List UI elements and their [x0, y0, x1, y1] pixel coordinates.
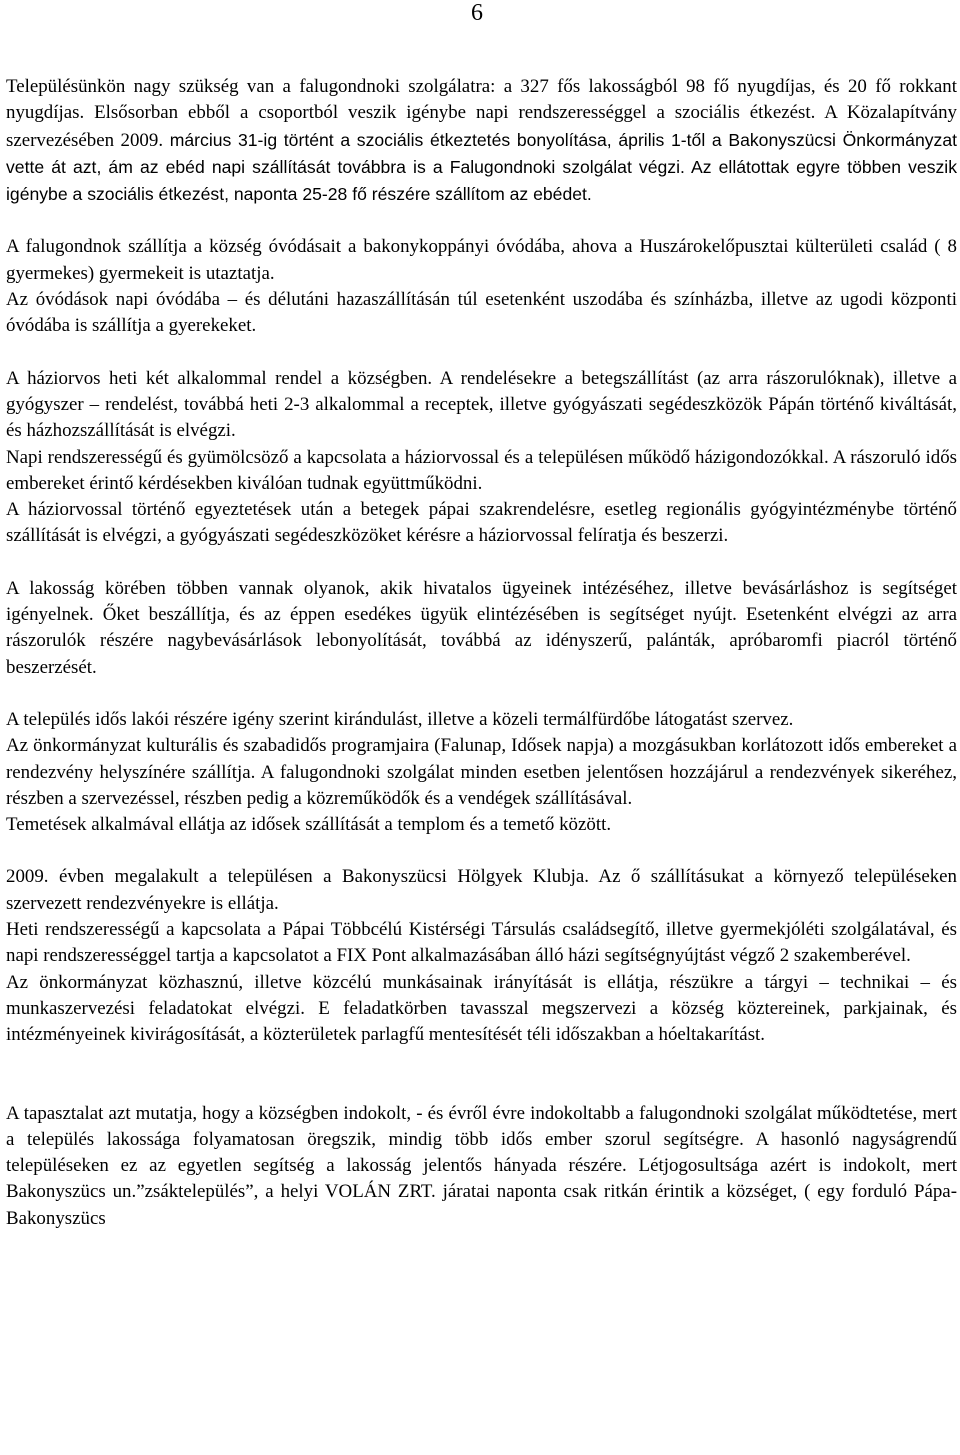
page-number: 6 — [471, 0, 483, 26]
paragraph-text: Temetések alkalmával ellátja az idősek szállítását a templom és a temető között. — [6, 814, 612, 836]
paragraph-text: A háziorvossal történő egyeztetések után a betegek pápai szakrendelésre, esetleg regionális gyógyintézménybe történő szállítását is elvégzi, a gyógyászati segédeszközöket kérésre a háziorvossal felíratja és beszerzi. — [6, 499, 957, 547]
paragraph-conclusion — [6, 1101, 957, 1232]
paragraph-text: Heti rendszerességű a kapcsolata a Pápai Többcélú Kistérségi Társulás családsegítő, illetve gyermekjóléti szolgálatával, és napi rendszerességgel tartja a kapcsolatot a FIX Pont alkalmazásában álló házi segítségnyújtást végző 2 szakemberével. — [6, 919, 957, 967]
document-body — [6, 74, 957, 1232]
paragraph-text: A tapasztalat azt mutatja, hogy a községben indokolt, - és évről évre indokoltabb a falugondnoki szolgálat működtetése, mert a település lakossága folyamatosan öregszik, mindig több idős ember szorul segítségre. A hasonló nagyságrendű településeken ez az egyetlen segítség a lakosság jelentős hányada részére. Létjogosultsága azért is indokolt, mert Bakonyszücs un.”zsáktelepülés”, a helyi VOLÁN ZRT. járatai naponta csak ritkán érintik a községet, ( egy forduló Pápa-Bakonyszücs — [6, 1102, 957, 1229]
paragraph-text: Az óvódások napi óvódába – és délutáni hazaszállításán túl esetenként uszodába és színházba, illetve az ugodi központi óvódába is szállítja a gyerekeket. — [6, 289, 957, 337]
paragraph-specialist-transport — [6, 497, 957, 550]
paragraph-meal-service — [6, 74, 957, 208]
paragraph-kindergarten-trips — [6, 287, 957, 340]
paragraph-text: A település idős lakói részére igény szerint kirándulást, illetve a közeli termálfürdőbe látogatást szervez. — [6, 708, 794, 730]
paragraph-text: Településünkön nagy szükség van a falugondnoki szolgálatra: a 327 fős lakosságból 98 fő nyugdíjas, és 20 fő rokkant nyugdíjas. Elsősorban ebből a csoportból veszik igénybe napi rendszerességgel a szociális étkezést. A Közalapítvány szervezésében 2009. — [6, 76, 957, 151]
paragraph-family-support — [6, 917, 957, 970]
paragraph-text: március 31-ig történt a szociális étkeztetés bonyolítása, április 1-től a Bakonyszücsi Önkormányzat vette át azt, ám az ebéd napi szállítását továbbra is a Falugondnoki szolgálat végzi. Az ellátottak egyre többen veszik igénybe a szociális étkezést, naponta 25-28 fő részére szállítom az ebédet. — [6, 129, 958, 205]
paragraph-events — [6, 733, 957, 812]
paragraph-text: A lakosság körében többen vannak olyanok, akik hivatalos ügyeinek intézéséhez, illetve bevásárláshoz is segítséget igényelnek. Őket beszállítja, és az éppen esedékes ügyük elintézésében is segítséget nyújt. Esetenként elvégzi az arra rászorulók részére nagybevásárlások lebonyolítását, továbbá az idényszerű, palánták, apróbaromfi piacról történő beszerzését. — [6, 577, 957, 678]
paragraph-text: A falugondnok szállítja a község óvódásait a bakonykoppányi óvódába, ahova a Huszárokelőpusztai külterületi család ( 8 gyermekes) gyermekeit is utaztatja. — [6, 236, 957, 284]
paragraph-funerals — [6, 812, 957, 838]
paragraph-kindergarten-transport — [6, 234, 957, 287]
paragraph-ladies-club — [6, 864, 957, 917]
paragraph-text: A háziorvos heti két alkalommal rendel a községben. A rendelésekre a betegszállítást (az arra rászorulóknak), illetve a gyógyszer – rendelést, továbbá heti 2-3 alkalommal a receptek, illetve gyógyászati segédeszközök Pápán történő kiváltását, és házhozszállítását is elvégzi. — [6, 367, 957, 442]
paragraph-errands — [6, 576, 957, 681]
paragraph-doctor — [6, 366, 957, 445]
paragraph-text: 2009. évben megalakult a településen a Bakonyszücsi Hölgyek Klubja. Az ő szállításukat a környező településeken szervezett rendezvényekre is ellátja. — [6, 866, 957, 914]
paragraph-text: Napi rendszerességű és gyümölcsöző a kapcsolata a háziorvossal és a településen működő házigondozókkal. A rászoruló idős embereket érintő kérdésekben kiválóan tudnak együttműködni. — [6, 446, 957, 494]
paragraph-text: Az önkormányzat kulturális és szabadidős programjaira (Falunap, Idősek napja) a mozgásukban korlátozott idős embereket a rendezvény helyszínére szállítja. A falugondnoki szolgálat minden esetben jelentősen hozzájárul a rendezvények sikeréhez, részben a szervezéssel, részben pedig a közreműködők és a vendégek szállításával. — [6, 735, 957, 809]
paragraph-home-care — [6, 445, 957, 498]
paragraph-public-works — [6, 970, 957, 1049]
paragraph-excursions — [6, 707, 957, 733]
paragraph-text: Az önkormányzat közhasznú, illetve közcélú munkásainak irányítását is ellátja, részükre a tárgyi – technikai – és munkaszervezési feladatokat elvégzi. E feladatkörben tavasszal megszervezi a község köztereinek, parkjainak, és intézményeinek kivirágosítását, a közterületek parlagfű mentesítését téli időszakban a hóeltakarítást. — [6, 971, 957, 1046]
